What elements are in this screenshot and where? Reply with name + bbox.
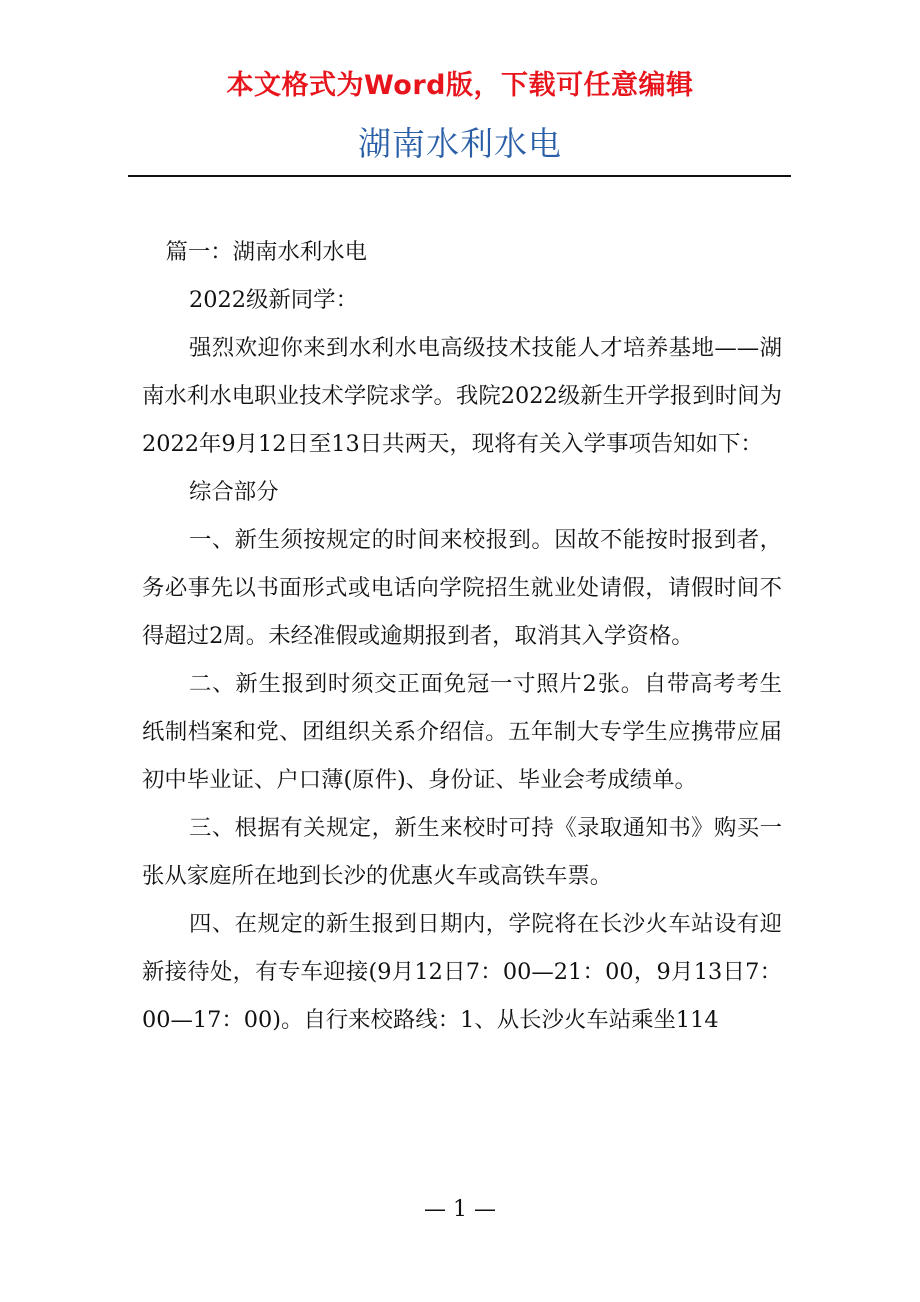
item-paragraph-1: 一、新生须按规定的时间来校报到。因故不能按时报到者，务必事先以书面形式或电话向学院招生就业处请假，请假时间不得超过2周。未经准假或逾期报到者，取消其入学资格。 <box>142 527 782 649</box>
word-format-banner: 本文格式为Word版，下载可任意编辑 <box>226 70 694 101</box>
item-paragraph-2: 二、新生报到时须交正面免冠一寸照片2张。自带高考考生纸制档案和党、团组织关系介绍信。五年制大专学生应携带应届初中毕业证、户口薄(原件)、身份证、毕业会考成绩单。 <box>142 671 782 793</box>
title-divider <box>128 175 791 177</box>
document-title: 湖南水利水电 <box>358 124 562 163</box>
greeting: 2022级新同学： <box>189 287 358 313</box>
document-body <box>142 228 782 1044</box>
item-paragraph-4: 四、在规定的新生报到日期内，学院将在长沙火车站设有迎新接待处，有专车迎接(9月12日7：00—21：00，9月13日7：00—17：00)。自行来校路线：1、从长沙火车站乘坐114 <box>142 911 782 1033</box>
subsection-heading: 综合部分 <box>189 479 279 505</box>
intro-paragraph: 强烈欢迎你来到水利水电高级技术技能人才培养基地——湖南水利水电职业技术学院求学。我院2022级新生开学报到时间为2022年9月12日至13日共两天，现将有关入学事项告知如下： <box>142 335 782 457</box>
item-paragraph-3: 三、根据有关规定，新生来校时可持《录取通知书》购买一张从家庭所在地到长沙的优惠火车或高铁车票。 <box>142 815 782 889</box>
page-number: — 1 — <box>424 1197 496 1222</box>
section-heading: 篇一：湖南水利水电 <box>165 239 368 265</box>
